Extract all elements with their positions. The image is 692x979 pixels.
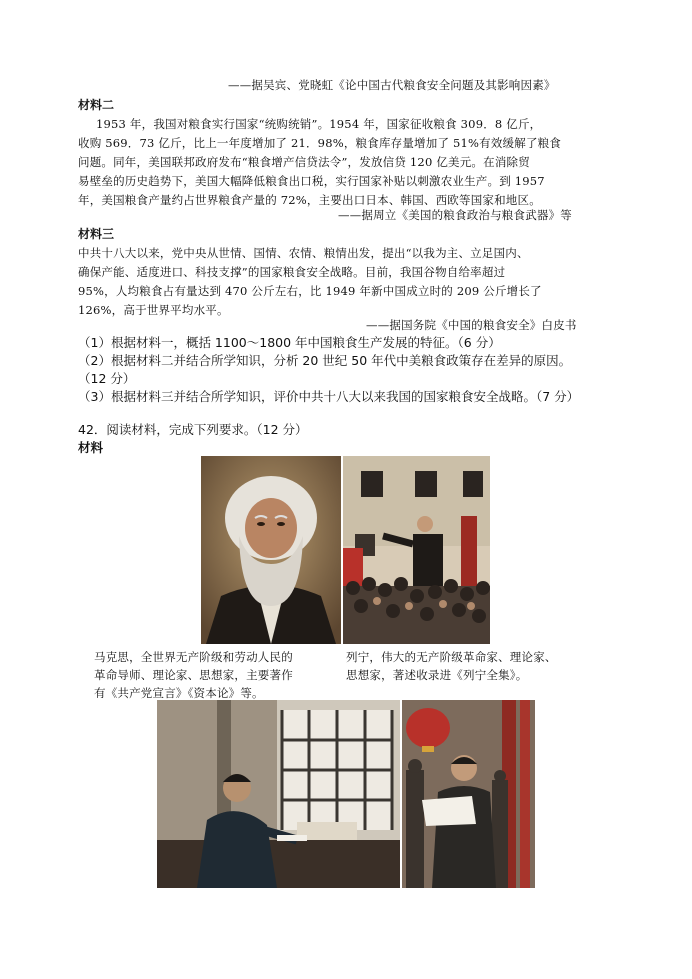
material3-line-2: 确保产能、适度进口、科技支撑”的国家粮食安全战略。目前，我国谷物自给率超过 [78, 265, 506, 279]
material3-line-3: 95%，人均粮食占有量达到 470 公斤左右，比 1949 年新中国成立时的 209 公斤增长了 [78, 284, 542, 298]
question-3: （3）根据材料三并结合所学知识，评价中共十八大以来我国的国家粮食安全战略。（7 分） [78, 389, 580, 404]
marx-caption-line-3: 有《共产党宣言》《资本论》等。 [94, 686, 264, 700]
material2-line-2: 收购 569．73 亿斤，比上一年度增加了 21．98%，粮食库存量增加了 51%有效缓解了粮食 [78, 136, 562, 150]
material2-source: ——据周立《美国的粮食政治与粮食武器》等 [338, 208, 572, 222]
lenin-caption-line-1: 列宁，伟大的无产阶级革命家、理论家、 [346, 650, 557, 664]
lenin-caption-line-2: 思想家，著述收录进《列宁全集》。 [346, 668, 528, 682]
material3-line-4: 126%，高于世界平均水平。 [78, 303, 229, 317]
question-2: （2）根据材料二并结合所学知识，分析 20 世纪 50 年代中美粮食政策存在差异的原因。 [78, 353, 572, 368]
question-2-score: （12 分） [78, 371, 136, 386]
marx-caption-line-1: 马克思，全世界无产阶级和劳动人民的 [94, 650, 293, 664]
material2-line-5: 年，美国粮食产量约占世界粮食产量的 72%，主要出口日本、韩国、西欧等国家和地区。 [78, 193, 541, 207]
material2-line-4: 易壁垒的历史趋势下，美国大幅降低粮食出口税，实行国家补贴以刺激农业生产。到 1957 [78, 174, 545, 188]
marx-portrait-image [201, 456, 341, 644]
material1-source: ——据吴宾、党晓虹《论中国古代粮食安全问题及其影响因素》 [228, 78, 556, 92]
marx-caption-line-2: 革命导师、理论家、思想家，主要著作 [94, 668, 293, 682]
material3-source: ——据国务院《中国的粮食安全》白皮书 [366, 318, 577, 332]
material2-title: 材料二 [78, 98, 115, 112]
material2-line-1: 1953 年，我国对粮食实行国家“统购统销”。1954 年，国家征收粮食 309．8 亿斤， [96, 117, 542, 131]
material3-title: 材料三 [78, 227, 115, 241]
q42-material-label: 材料 [78, 440, 104, 455]
mao-writing-image [157, 700, 400, 888]
material3-line-1: 中共十八大以来，党中央从世情、国情、农情、粮情出发，提出“以我为主、立足国内、 [78, 246, 529, 260]
lenin-speech-image [343, 456, 490, 644]
q42-title: 42．阅读材料，完成下列要求。（12 分） [78, 422, 308, 437]
question-1: （1）根据材料一，概括 1100～1800 年中国粮食生产发展的特征。（6 分） [78, 335, 501, 350]
material2-line-3: 问题。同年，美国联邦政府发布“粮食增产信贷法令”，发放信贷 120 亿美元。在消除贸 [78, 155, 530, 169]
deng-speech-image [402, 700, 535, 888]
